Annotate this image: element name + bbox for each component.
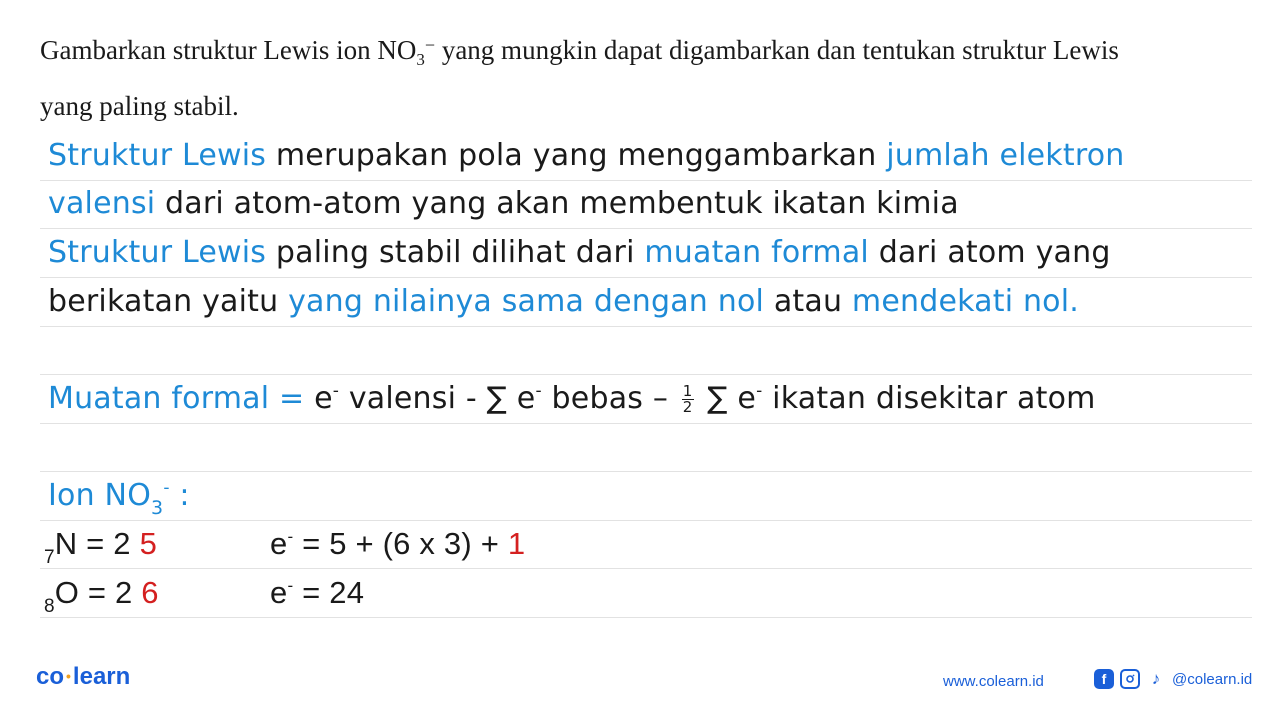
formula-label: Muatan formal = <box>48 381 305 416</box>
text: ∑ <box>697 381 738 416</box>
term-struktur-lewis: Struktur Lewis <box>48 235 267 270</box>
element-config: O = 2 <box>54 575 142 610</box>
electron-calc: = 5 + (6 x 3) + <box>293 526 508 561</box>
term-struktur-lewis: Struktur Lewis <box>48 138 267 173</box>
electron-symbol: e <box>270 575 288 610</box>
text: merupakan pola yang menggambarkan <box>266 138 887 173</box>
question-line-2: yang paling stabil. <box>40 91 239 121</box>
text: bebas – <box>541 381 678 416</box>
website-link[interactable]: www.colearn.id <box>943 673 1044 690</box>
valence-electrons: 6 <box>141 575 159 610</box>
fraction-numerator: 1 <box>682 382 693 400</box>
question-subscript: 3 <box>416 50 425 69</box>
social-handle: @colearn.id <box>1172 670 1253 688</box>
row-nitrogen-calc <box>270 526 525 562</box>
logo-part: co <box>36 663 65 690</box>
text: Ion NO <box>48 478 152 513</box>
ion-subscript: 3 <box>151 497 164 519</box>
ruled-line <box>40 520 1252 521</box>
logo-dot: • <box>66 668 71 684</box>
text: ikatan disekitar atom <box>762 381 1096 416</box>
electron-symbol: e <box>314 381 333 416</box>
electron-total: = 24 <box>293 575 365 610</box>
electron-symbol: e <box>516 381 536 416</box>
explain-line-2 <box>48 186 959 221</box>
colearn-logo <box>36 663 130 691</box>
ruled-line <box>40 180 1252 181</box>
row-oxygen <box>44 575 159 618</box>
question-part-1: Gambarkan struktur Lewis ion NO <box>40 35 417 65</box>
text: : <box>169 478 190 513</box>
electron-symbol: e <box>737 381 757 416</box>
atomic-number: 8 <box>44 596 55 617</box>
question-part-2: yang mungkin dapat digambarkan dan tentukan struktur Lewis <box>435 35 1119 65</box>
facebook-icon[interactable]: f <box>1094 669 1114 689</box>
electron-symbol: e <box>270 526 288 561</box>
term-muatan-formal: muatan formal <box>644 235 869 270</box>
electron-charge: - <box>287 527 294 546</box>
ion-superscript: - <box>163 478 170 498</box>
text: berikatan yaitu <box>48 284 289 319</box>
explain-line-1 <box>48 138 1125 173</box>
term-jumlah-elektron: jumlah elektron <box>886 138 1125 173</box>
valence-electrons: 5 <box>139 526 158 561</box>
text: paling stabil dilihat dari <box>266 235 645 270</box>
fraction-denominator: 2 <box>682 398 693 416</box>
electron-charge: - <box>287 576 294 595</box>
question-line-1 <box>40 22 1240 83</box>
explain-line-4 <box>48 284 1079 319</box>
extra-charge: 1 <box>507 526 526 561</box>
text: dari atom yang <box>868 235 1111 270</box>
question-superscript: − <box>424 35 436 55</box>
ruled-line <box>40 617 1252 618</box>
explain-line-3 <box>48 235 1111 270</box>
electron-charge: - <box>332 381 340 401</box>
text: atau <box>764 284 852 319</box>
term-valensi: valensi <box>48 186 156 221</box>
ruled-line <box>40 277 1252 278</box>
logo-part: learn <box>72 663 131 690</box>
fraction-half <box>682 384 694 415</box>
ruled-line <box>40 326 1252 327</box>
term-sama-dengan-nol: yang nilainya sama dengan nol <box>288 284 765 319</box>
ruled-line <box>40 374 1252 375</box>
tiktok-icon[interactable]: ♪ <box>1151 669 1161 688</box>
term-mendekati-nol: mendekati nol. <box>851 284 1080 319</box>
atomic-number: 7 <box>44 547 55 568</box>
formal-charge-formula <box>48 381 1096 416</box>
ion-label <box>48 478 190 519</box>
question-text <box>40 22 1240 130</box>
instagram-icon[interactable] <box>1120 669 1140 689</box>
ruled-line <box>40 423 1252 424</box>
electron-charge: - <box>756 381 763 401</box>
social-links <box>1094 669 1252 689</box>
text: dari atom-atom yang akan membentuk ikatan kimia <box>155 186 959 221</box>
text: valensi - ∑ <box>339 381 517 416</box>
row-oxygen-calc <box>270 575 364 611</box>
ruled-line <box>40 471 1252 472</box>
ruled-line <box>40 228 1252 229</box>
electron-charge: - <box>535 381 542 401</box>
element-config: N = 2 <box>54 526 140 561</box>
row-nitrogen <box>44 526 157 569</box>
ruled-line <box>40 568 1252 569</box>
